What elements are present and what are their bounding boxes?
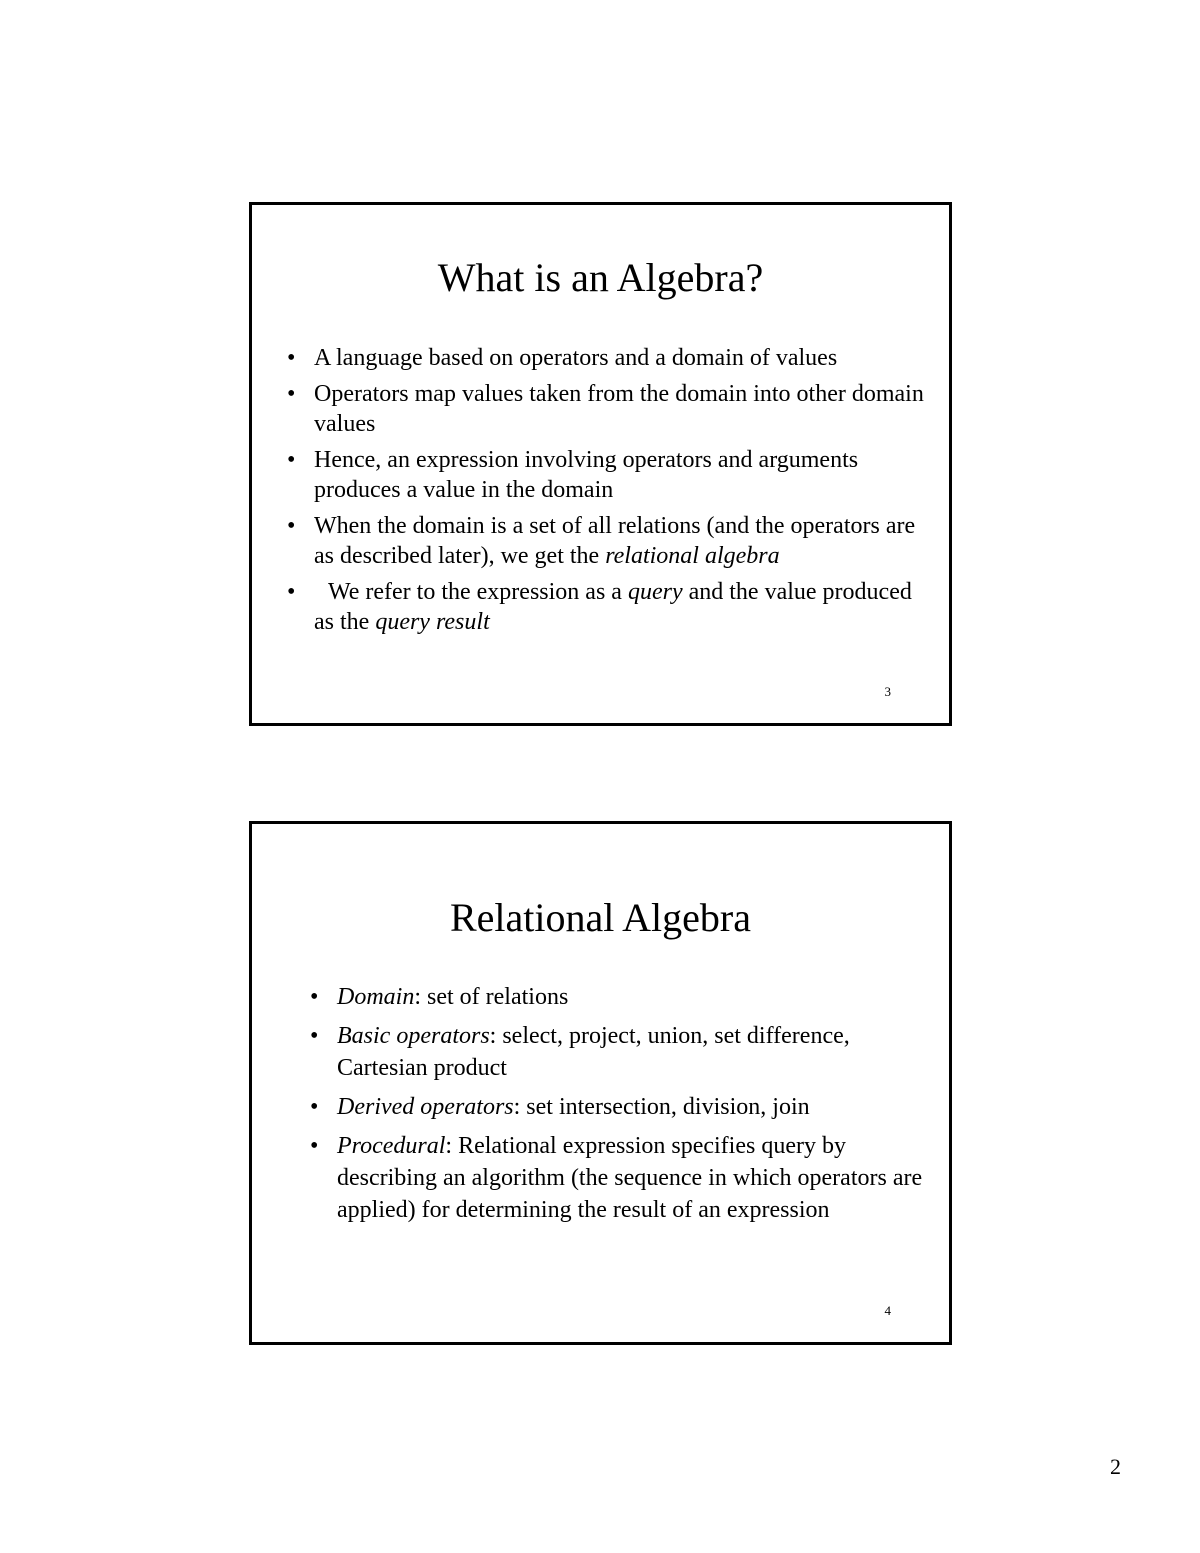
bullet-list (310, 981, 930, 1233)
bullet-list (287, 343, 927, 643)
slide-number: 4 (884, 1303, 891, 1318)
bullet-text-italic: query (627, 579, 683, 605)
bullet-text-italic: Domain (337, 984, 415, 1010)
slide-title: What is an Algebra? (437, 255, 764, 300)
bullet-text: Hence, an expression involving operators and arguments produces a value in the domain (314, 447, 859, 503)
slide-number: 3 (884, 684, 891, 699)
slide-title: Relational Algebra (449, 895, 751, 940)
bullet-text: : set intersection, division, join (513, 1094, 810, 1120)
bullet-text: Operators map values taken from the domain into other domain values (314, 381, 924, 437)
bullet-item (310, 1020, 930, 1084)
bullet-text: : select, project, union, set difference, Cartesian product (337, 1023, 850, 1081)
bullet-text: : Relational expression specifies query by describing an algorithm (the sequence in which operators are applied) for determining the result of an expression (337, 1133, 923, 1223)
bullet-text: and the value produced as the (314, 579, 912, 635)
slide-3 (249, 202, 952, 726)
bullet-item (310, 981, 930, 1013)
bullet-text-italic: relational algebra (605, 543, 780, 569)
bullet-item (287, 379, 927, 439)
bullet-text-italic: query result (375, 609, 490, 635)
bullet-item (310, 1130, 930, 1226)
bullet-text-italic: Derived operators (337, 1094, 514, 1120)
page-number: 2 (1110, 1454, 1121, 1479)
slide-4 (249, 821, 952, 1345)
bullet-text: A language based on operators and a domain of values (314, 345, 838, 371)
bullet-text-italic: Procedural (337, 1133, 446, 1159)
bullet-item (287, 445, 927, 505)
bullet-text-italic: Basic operators (337, 1023, 490, 1049)
bullet-item (287, 511, 927, 571)
bullet-item (287, 577, 927, 637)
bullet-text: We refer to the expression as a (328, 579, 628, 605)
bullet-item (287, 343, 927, 373)
bullet-text: : set of relations (414, 984, 569, 1010)
bullet-text: When the domain is a set of all relations (and the operators are as described later), we get the (314, 513, 916, 569)
bullet-item (310, 1091, 930, 1123)
